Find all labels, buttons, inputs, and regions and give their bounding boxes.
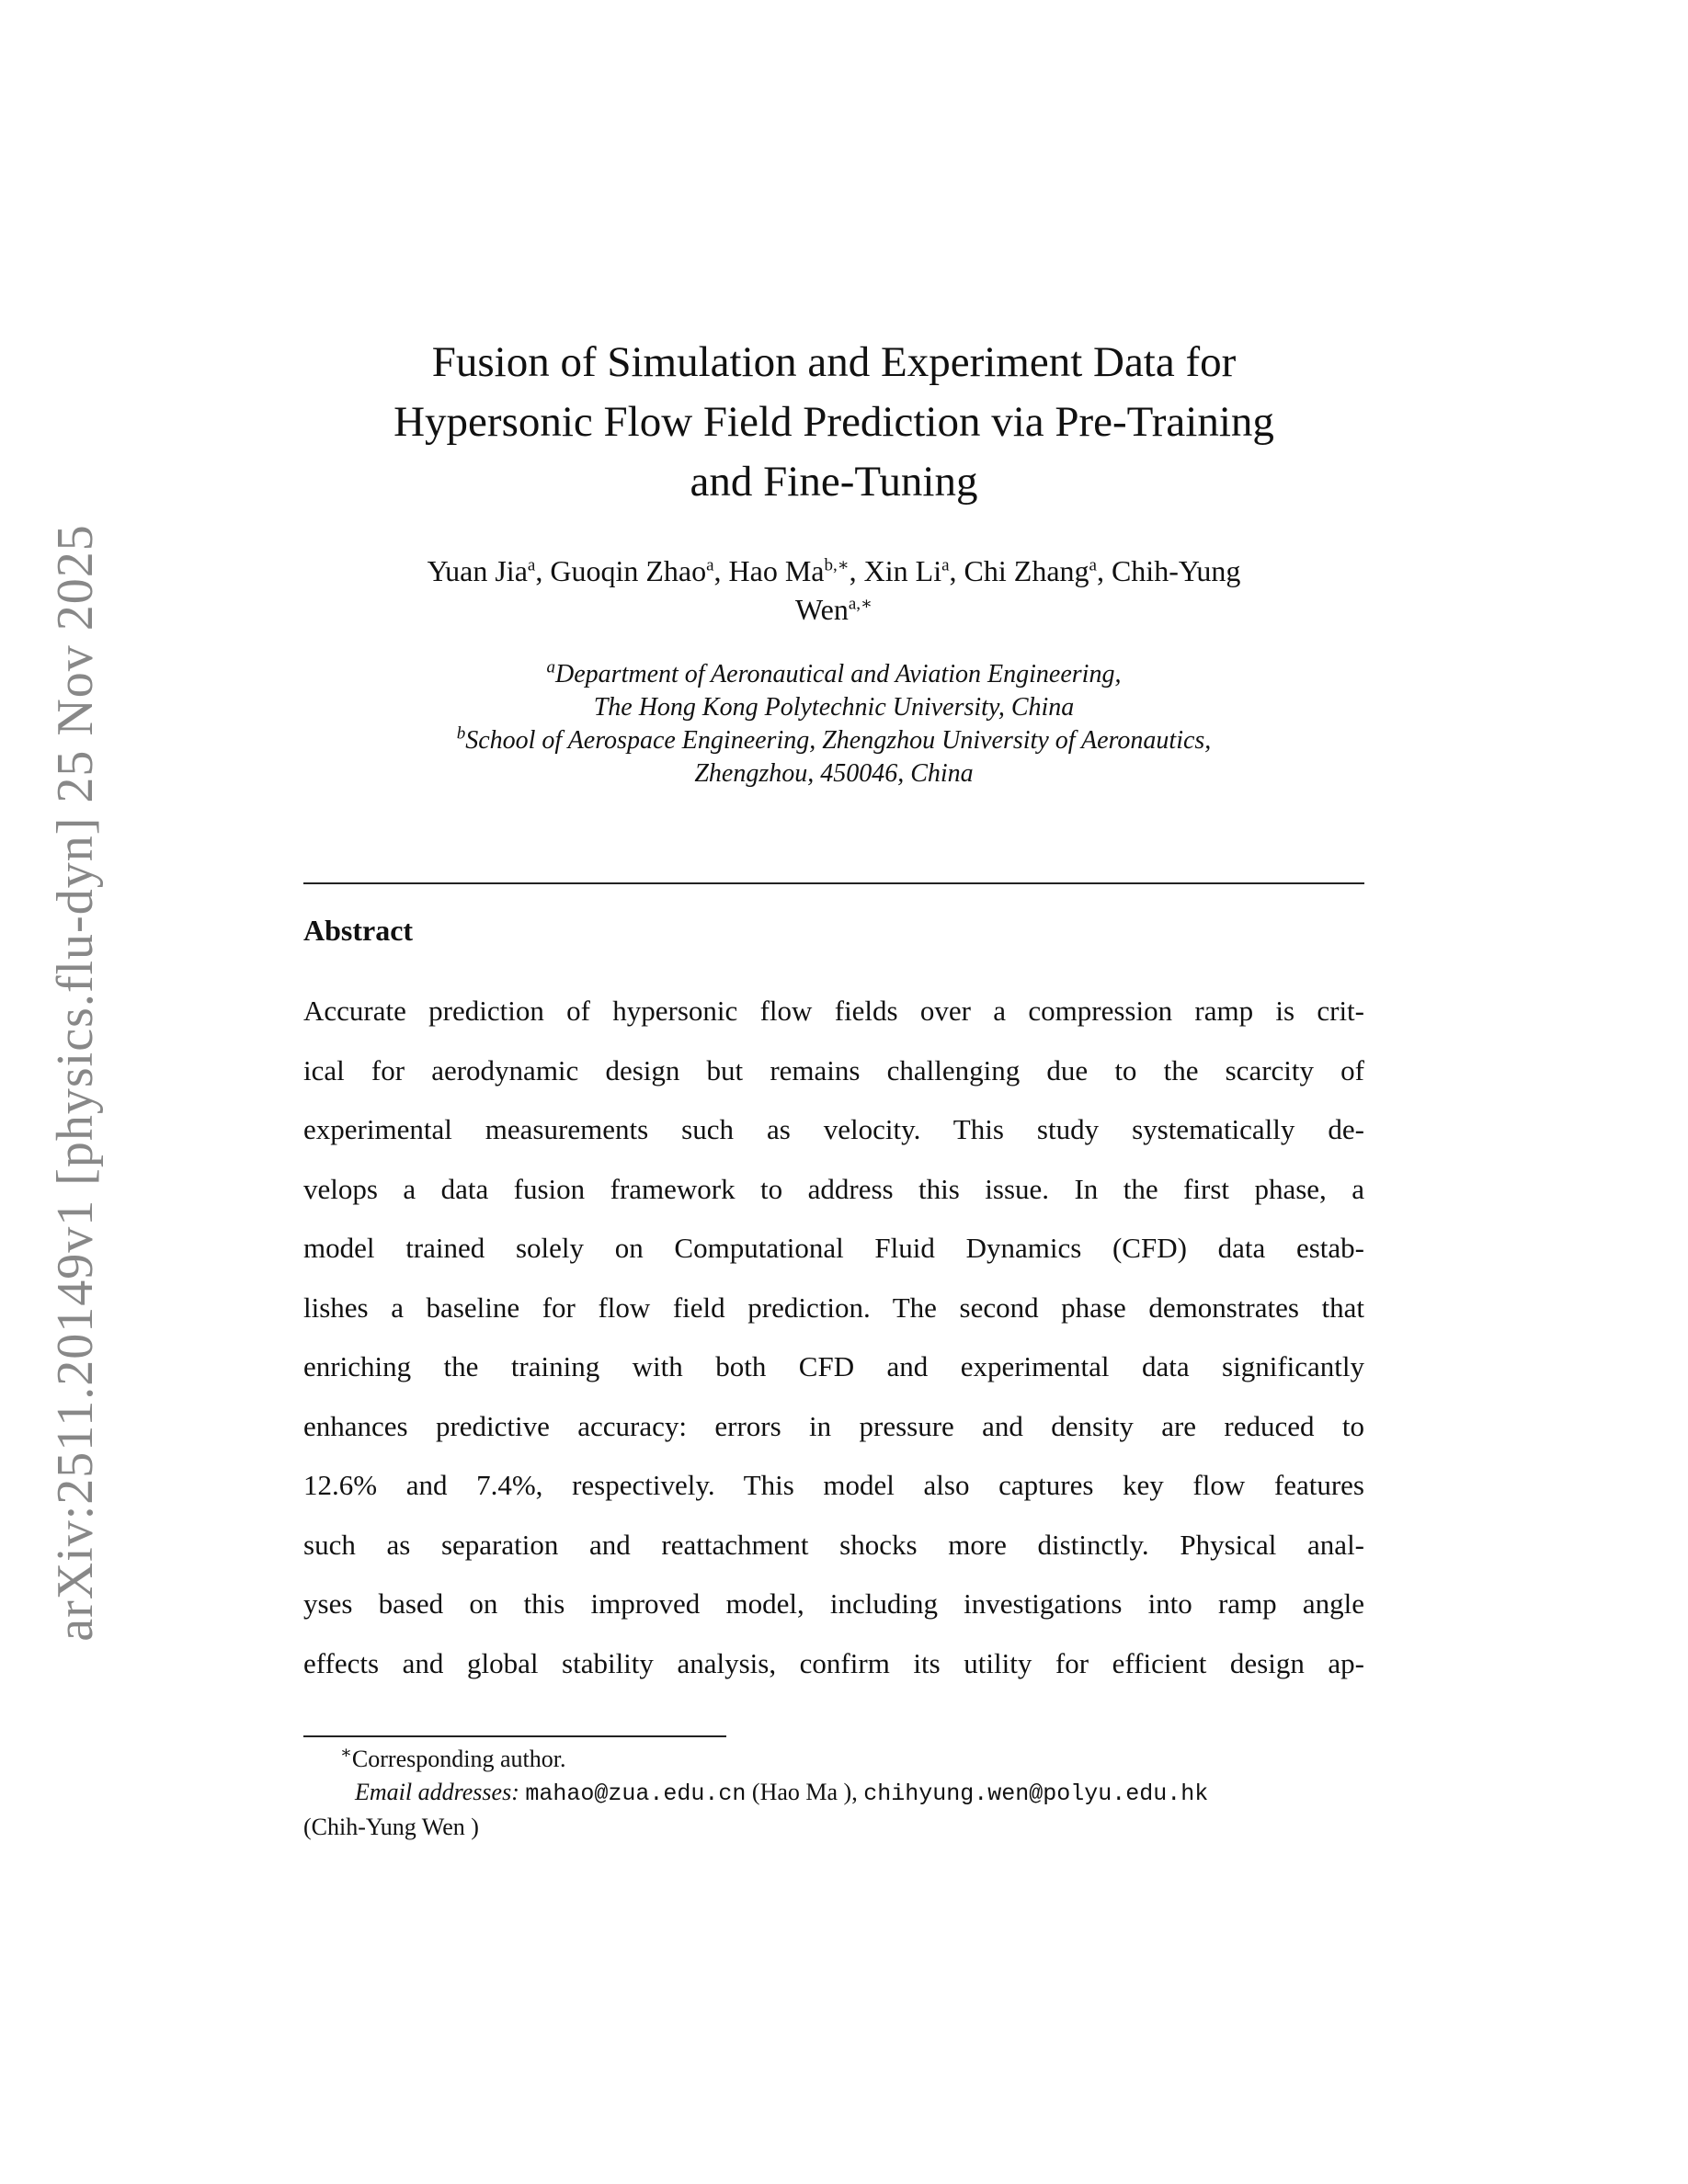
affiliation-mark: b — [456, 723, 466, 744]
author-continued: Wen — [795, 593, 849, 626]
footnote-divider — [303, 1735, 726, 1737]
affiliation-mark: a — [546, 657, 556, 677]
affiliation-mark: b,∗ — [824, 555, 850, 575]
author: Chih-Yung — [1111, 554, 1241, 587]
abstract-line: model trained solely on Computational Fluid Dynamics (CFD) data estab- — [303, 1232, 1364, 1264]
affiliation-mark: a,∗ — [848, 594, 873, 614]
author: Guoqin Zhao — [550, 554, 707, 587]
abstract-line: such as separation and reattachment shocks more distinctly. Physical anal- — [303, 1528, 1364, 1561]
affiliation-mark: a — [706, 555, 714, 575]
abstract-line: effects and global stability analysis, confirm its utility for efficient design ap- — [303, 1646, 1364, 1679]
author: Hao Ma — [728, 554, 825, 587]
affiliation-line: Department of Aeronautical and Aviation Engineering, — [555, 660, 1122, 688]
divider — [303, 882, 1364, 884]
abstract-line: Accurate prediction of hypersonic flow fields over a compression ramp is crit- — [303, 995, 1364, 1027]
affiliation-mark: a — [527, 555, 536, 575]
abstract-line: experimental measurements such as velocity. This study systematically de- — [303, 1113, 1364, 1145]
email-link[interactable]: chihyung.wen@polyu.edu.hk — [863, 1780, 1209, 1807]
abstract-body — [303, 982, 1364, 1693]
affiliation-line: School of Aerospace Engineering, Zhengzhou University of Aeronautics, — [465, 726, 1212, 755]
affiliation-mark: a — [1089, 555, 1097, 575]
footnote — [303, 1743, 1364, 1844]
email-owner: (Chih-Yung Wen ) — [303, 1814, 479, 1840]
author: Chi Zhang — [964, 554, 1089, 587]
author-list: Yuan Jia$^a$, Guoqin Zhao$^a$, Hao $Ma^{b,∗}$, Xin Li$^a$, Chi Zhang$^a$, Chih-Yung Wen$^{a,∗}$ — [427, 554, 1241, 626]
abstract-line: 12.6% and 7.4%, respectively. This model also captures key flow features — [303, 1469, 1364, 1501]
author: Yuan Jia — [427, 554, 528, 587]
author: Xin Li — [863, 554, 942, 587]
affiliations — [303, 658, 1364, 791]
abstract-line: enriching the training with both CFD and experimental data significantly — [303, 1350, 1364, 1382]
title-line: Fusion of Simulation and Experiment Data for — [431, 338, 1237, 386]
abstract-line: enhances predictive accuracy: errors in pressure and density are reduced to — [303, 1409, 1364, 1442]
abstract-line: ical for aerodynamic design but remains challenging due to the scarcity of — [303, 1053, 1364, 1086]
email-label: Email addresses: — [355, 1779, 519, 1805]
email-link[interactable]: mahao@zua.edu.cn — [525, 1780, 747, 1807]
abstract-line: lishes a baseline for flow field prediction. The second phase demonstrates that — [303, 1291, 1364, 1324]
corresponding-note: Corresponding author. — [351, 1746, 566, 1772]
title-line: Hypersonic Flow Field Prediction via Pre-Training — [393, 398, 1274, 446]
affiliation-line: The Hong Kong Polytechnic University, China — [593, 693, 1075, 722]
paper-title — [303, 333, 1364, 512]
title-line: and Fine-Tuning — [690, 458, 978, 506]
affiliation-mark: a — [941, 555, 950, 575]
arxiv-stamp: arXiv:2511.20149v1 [physics.flu-dyn] 25 Nov 2025 — [47, 524, 104, 1642]
abstract-heading: Abstract — [303, 914, 414, 947]
footnote-mark: ∗ — [340, 1743, 352, 1763]
abstract-line: yses based on this improved model, including investigations into ramp angle — [303, 1587, 1364, 1620]
affiliation-line: Zhengzhou, 450046, China — [694, 759, 974, 788]
email-owner: (Hao Ma ), — [751, 1779, 858, 1805]
abstract-line: velops a data fusion framework to address this issue. In the first phase, a — [303, 1172, 1364, 1205]
